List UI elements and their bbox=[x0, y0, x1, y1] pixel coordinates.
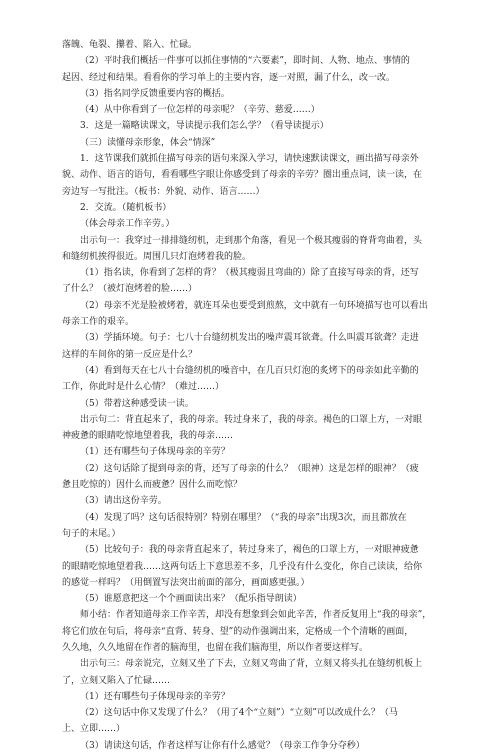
text-line: （3）请出这份辛劳。 bbox=[80, 496, 167, 507]
text-line: 了什么？（被灯泡烤着的脸……） bbox=[62, 284, 198, 295]
text-line: （5）比较句子：我的母亲背直起来了，转过身来了，褐色的口罩上方，一对眼神疲惫 bbox=[80, 545, 419, 556]
text-line: 旁边写一写批注。（板书：外貌、动作、语言……） bbox=[62, 186, 265, 197]
text-line: 起因、经过和结果。看看你的学习单上的主要内容，逐一对照，漏了什么，改一改。 bbox=[62, 72, 396, 83]
text-line: （2）这句话除了提到母亲的背，还写了母亲的什么？（眼神）这是怎样的眼神？（疲 bbox=[80, 463, 419, 474]
text-line: （4）看到每天在七八十台缝纫机的噪音中，在几百只灯泡的炙烤下的母亲如此辛勤的 bbox=[80, 365, 419, 376]
text-line: 和缝纫机挨得很近。周围几只灯泡烤着我的脸。 bbox=[62, 251, 252, 262]
text-line: 貌、动作、语言的语句，看看哪些字眼让你感受到了母亲的辛劳？圈出重点词，读一读，在 bbox=[62, 170, 423, 181]
text-line: 出示句二：背直起来了，我的母亲。转过身来了，我的母亲。褐色的口罩上方，一对眼 bbox=[80, 414, 423, 425]
text-line: 将它们放在句后，将母亲“直背、转身、望”的动作强调出来，定格成一个个清晰的画面， bbox=[62, 626, 414, 637]
text-line: 落魄、龟裂、攥着、陷入、忙碌。 bbox=[62, 40, 198, 50]
text-line: （1）还有哪些句子体现母亲的辛劳？ bbox=[80, 447, 230, 458]
text-line: 神疲惫的眼睛吃惊地望着我，我的母亲…… bbox=[62, 431, 234, 442]
text-line: 惫且吃惊的）因什么而疲惫？因什么而吃惊？ bbox=[62, 480, 243, 491]
text-line: （5）带着这种感受读一读。 bbox=[80, 398, 194, 409]
text-line: 出示句三：母亲说完，立刻又坐了下去，立刻又弯曲了背，立刻又将头扎在缝纫机板上 bbox=[80, 659, 423, 670]
text-line: 1．这节课我们就抓住描写母亲的语句来深入学习，请快速默读课文，画出描写母亲外 bbox=[80, 154, 419, 165]
text-line: 久久地，久久地留在作者的脑海里，也留在我们脑海里，所以作者要这样写。 bbox=[62, 642, 369, 653]
text-line: 的眼睛吃惊地望着我……这两句话上下意思差不多，几乎没有什么变化，你自己读读，给你 bbox=[62, 561, 423, 572]
text-line: （1）指名读，你看到了怎样的背？（极其瘦弱且弯曲的）除了直接写母亲的背，还写 bbox=[80, 268, 419, 279]
text-line: 工作，你此时是什么心情？（难过……） bbox=[62, 382, 225, 393]
text-line: 2．交流。（随机板书） bbox=[80, 202, 172, 213]
text-line: （2）平时我们概括一件事可以抓住事情的“六要素”，即时间、人物、地点、事情的 bbox=[80, 56, 410, 67]
text-line: （体会母亲工作辛劳。） bbox=[80, 219, 175, 230]
text-line: （4）从中你看到了一位怎样的母亲呢？（辛劳、慈爱……） bbox=[80, 105, 320, 116]
text-line: 这样的车间你的第一反应是什么？ bbox=[62, 349, 198, 360]
text-line: 母亲工作的艰辛。 bbox=[62, 317, 135, 328]
text-line: （三）读懂母亲形象，体会“情深” bbox=[80, 137, 216, 148]
text-line: 上、立即……） bbox=[62, 724, 126, 735]
text-line: （3）请读这句话，作者这样写让你有什么感觉？（母亲工作争分夺秒） bbox=[80, 740, 365, 751]
text-line: （3）学插环境。句子：七八十台缝纫机发出的噪声震耳欲聋。什么叫震耳欲聋？走进 bbox=[80, 333, 419, 344]
text-line: 的感觉一样吗？（用倒置写法突出前面的部分，画面感更强。） bbox=[62, 577, 310, 588]
text-line: 了，立刻又陷入了忙碌…… bbox=[62, 675, 171, 686]
text-line: 句子的末尾。） bbox=[62, 528, 121, 539]
text-line: （2）母亲不光是脸被烤着，就连耳朵也要受到煎熬，文中就有一句环境描写也可以看出 bbox=[80, 300, 428, 311]
text-line: 师小结：作者知道母亲工作辛苦，却没有想象到会如此辛苦，作者反复用上“我的母亲”， bbox=[80, 610, 432, 621]
text-line: （3）指名同学反馈重要内容的概括。 bbox=[80, 88, 230, 99]
text-line: （4）发现了吗？这句话很特别？特别在哪里？（“我的母亲”出现3次，而且都放在 bbox=[80, 512, 407, 523]
text-line: 出示句一：我穿过一排排缝纫机，走到那个角落，看见一个极其瘦弱的脊背弯曲着，头 bbox=[80, 235, 423, 246]
text-line: （2）这句话中你又发现了什么？（用了4个“立刻”）“立刻”可以改成什么？（马 bbox=[80, 708, 398, 719]
text-line: 3．这是一篇略读课文，导读提示我们怎么学？（看导读提示） bbox=[80, 121, 329, 132]
text-line: （5）谁愿意把这一个个画面读出来？（配乐指导朗读） bbox=[80, 594, 302, 605]
text-line: （1）还有哪些句子体现母亲的辛劳？ bbox=[80, 691, 230, 702]
